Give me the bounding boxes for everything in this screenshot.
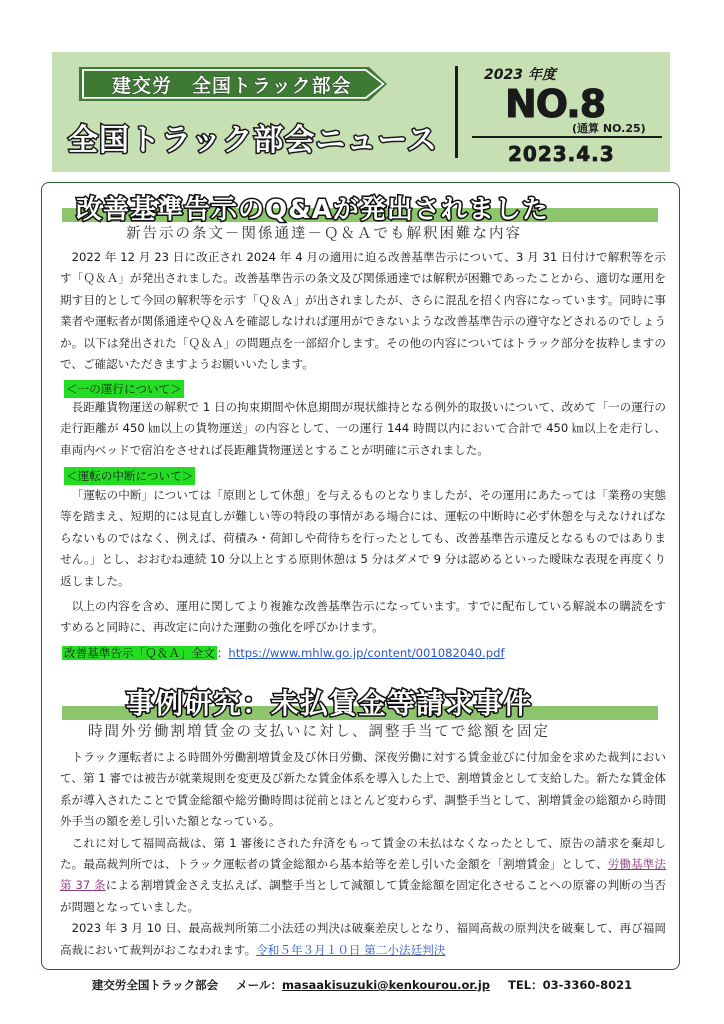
org-name: 建交労 全国トラック部会 [112,75,352,97]
section2-title: ＜運転の中断について＞ [66,469,194,483]
case-paragraph-2-a: これに対して福岡高裁は、第 1 審後にされた弁済をもって賃金の未払はなくなったとして、原告の請求を棄却した。最高裁判所では、トラック運転者の賃金総額から基本給等を差し引いた金額を「割増賃金」として、 [60,835,666,872]
newsletter-title: 全国トラック部会ニュース [68,123,438,158]
case-paragraph-2-b: による割増賃金さえ支払えば、調整手当として減額して賃金総額を固定化させることへの原審の判断の当否が問題となっていました。 [60,878,667,914]
issue-number: NO.8 [505,82,606,126]
section1-text: 長距離貨物運送の解釈で 1 日の拘束期間や休息期間が現状維持となる例外的取扱いについて、改めて「一の運行の走行距離が 450 ㎞以上の貨物運送」の内容として、一の運行 144 時間以内において合計で 450 ㎞以上を走行し、車両内ベッドで宿泊をさせれば長距離貨物運送とすることが明確に示されました。 [60,400,666,457]
article2-body [60,747,666,961]
qa-link-label: 改善基準告示「Ｑ＆Ａ」全文 [64,646,215,660]
footer-contact [0,977,724,993]
qa-link-line [62,643,662,664]
article1-subheadline: 新告示の条文－関係通達－Ｑ＆Ａでも解釈困難な内容 [126,226,522,242]
footer-mail[interactable]: masaakisuzuki@kenkourou.or.jp [281,978,491,992]
section1-body [60,397,666,461]
case-paragraph-2 [60,833,666,919]
fiscal-year: 2023 年度 [484,67,556,83]
ruling-link[interactable]: 令和５年３月１０日 第二小法廷判決 [256,942,446,957]
article1-headline: 改善基準告示のQ&Aが発出されました [76,195,549,225]
footer-org: 建交労全国トラック部会 [91,978,219,992]
case-paragraph-3-a: 2023 年 3 月 10 日、最高裁判所第二小法廷の判決は破棄差戻しとなり、福岡高裁の原判決を破棄して、再び福岡高裁において裁判がおこなわれます。 [60,921,666,957]
qa-link-url[interactable]: https://www.mhlw.go.jp/content/001082040.pdf [228,646,505,660]
header-divider [455,66,458,158]
case-paragraph-1: トラック運転者による時間外労働割増賃金及び休日労働、深夜労働に対する賃金並びに付加金を求めた裁判において、第 1 審では被告が就業規則を変更及び新たな賃金体系を導入した上で、割増賃金として支給した。新たな賃金体系が導入されたことで賃金総額や総労働時間は従前とほとんど変わらず、調整手当として、割増賃金の総額から時間外手当の額を差し引いた額となっている。 [60,750,666,829]
footer-tel: TEL：03-3360-8021 [508,978,633,992]
article2-subheadline: 時間外労働割増賃金の支払いに対し、調整手当てで総額を固定 [88,724,550,740]
section2-text: 「運転の中断」については「原則として休憩」を与えるものとなりましたが、その運用にあたっては「業務の実態等を踏まえ、短期的には見直しが難しい等の特段の事情がある場合には、運転の中断時に必ず休憩を与えなければならないものではなく、例えば、荷積み・荷卸しや荷待ちを行ったとしても、改善基準告示違反となるものではありません。」とし、おおむね連続 10 分以上とする原則休憩は 5 分はダメで 9 分は認めるといった曖昧な表現を再度くり返しました。 [60,488,666,588]
article1-intro-text: 2022 年 12 月 23 日に改正され 2024 年 4 月の適用に迫る改善基準告示について、3 月 31 日付けで解釈等を示す「Ｑ＆Ａ」が発出されました。改善基準告示の条文及び関係通達では解釈が困難であったことから、適切な運用を期す目的として今回の解釈等を示す「Ｑ＆Ａ」が出されましたが、さらに混乱を招く内容になっています。同時に事業者や運転者が関係通達やＱ＆Ａを確認しなければ運用ができないような改善基準告示の遵守などされるのでしょうか。以下は発出された「Ｑ＆Ａ」の問題点を一部紹介します。その他の内容についてはトラック部分を抜粋しますので、ご確認いただきますようお願いいたします。 [60,250,666,372]
issue-underline [472,136,662,138]
footer-mail-label: メール： [236,978,282,992]
article1-intro [60,247,666,375]
labor-law-link[interactable]: 労働基準法第 37 条 [60,857,666,893]
issue-total: (通算 NO.25) [572,122,646,135]
qa-link-separator: ： [216,646,229,660]
article1-closing [60,596,666,639]
article2-headline: 事例研究：未払賃金等請求事件 [126,687,533,720]
case-paragraph-3 [60,918,666,961]
issue-date: 2023.4.3 [508,142,615,166]
section2-body [60,485,666,592]
section1-title: ＜一の運行について＞ [66,382,182,396]
closing-text: 以上の内容を含め、運用に関してより複雑な改善基準告示になっています。すでに配布している解説本の購読をすすめると同時に、再改定に向けた運動の強化を呼びかけます。 [60,599,666,635]
